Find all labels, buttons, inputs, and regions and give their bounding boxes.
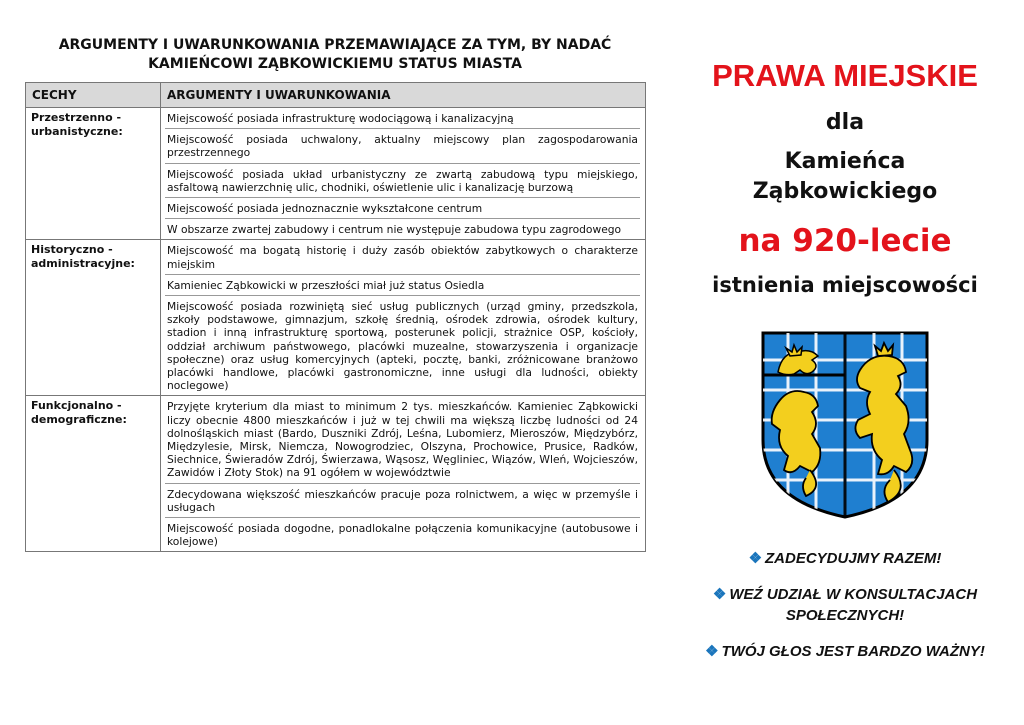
argument-item: Kamieniec Ząbkowicki w przeszłości miał już status Osiedla	[165, 275, 640, 296]
argument-item: W obszarze zwartej zabudowy i centrum nie występuje zabudowa typu zagrodowego	[167, 223, 622, 237]
diamond-bullet-icon: ❖	[712, 586, 727, 603]
title-for: dla	[825, 110, 865, 135]
town-line-2: Ząbkowickiego	[752, 179, 938, 204]
title-city-rights: PRAWA MIEJSKIE	[712, 58, 978, 93]
table-row	[26, 240, 646, 396]
header-arguments: ARGUMENTY I UWARUNKOWANIA	[161, 83, 646, 108]
diamond-bullet-icon: ❖	[705, 643, 719, 660]
argument-item: Miejscowość posiada uchwalony, aktualny miejscowy plan zagospodarowania przestrzennego	[165, 129, 640, 163]
title-existence: istnienia miejscowości	[712, 273, 978, 297]
arguments-cell	[161, 108, 646, 240]
argument-item: Miejscowość posiada jednoznacznie wykształcone centrum	[165, 198, 640, 219]
category-cell: Historyczno - administracyjne:	[26, 240, 161, 396]
argument-item: Miejscowość posiada infrastrukturę wodociągową i kanalizacyjną	[165, 108, 640, 129]
argument-item: Przyjęte kryterium dla miast to minimum 2 tys. mieszkańców. Kamieniec Ząbkowicki liczy obecnie 4800 mieszkańców i już w tej chwili ma większą liczbę ludności od 24 dolnośląskich miast (Bardo, Duszniki Zdrój, Leśna, Lubomierz, Mieroszów, Międzybórz, Międzylesie, Mirsk, Niemcza, Nowogrodziec, Olszyna, Prochowice, Prusice, Radków, Siechnice, Świeradów Zdrój, Świerzawa, Wąsosz, Węgliniec, Wiązów, Wleń, Wojcieszów, Zawidów i Złoty Stok) na 91 ogółem w województwie	[165, 396, 640, 483]
category-cell: Przestrzenno - urbanistyczne:	[26, 108, 161, 240]
table-row	[26, 396, 646, 552]
arguments-section	[25, 36, 645, 552]
category-cell: Funkcjonalno - demograficzne:	[26, 396, 161, 552]
coat-of-arms-icon	[760, 330, 930, 520]
slogan-text: TWÓJ GŁOS JEST BARDZO WAŻNY!	[721, 643, 985, 660]
arguments-heading	[25, 36, 645, 74]
town-line-1: Kamieńca	[784, 149, 906, 174]
argument-item: Zdecydowana większość mieszkańców pracuje poza rolnictwem, a więc w przemyśle i usługach	[165, 484, 640, 518]
slogan-consultations	[690, 584, 1000, 626]
slogan-decide-together	[690, 548, 1000, 569]
heading-line-2: KAMIEŃCOWI ZĄBKOWICKIEMU STATUS MIASTA	[148, 56, 522, 72]
arguments-table	[25, 82, 646, 552]
diamond-bullet-icon: ❖	[748, 550, 763, 567]
argument-item: Miejscowość posiada dogodne, ponadlokalne połączenia komunikacyjne (autobusowe i kolejowe)	[167, 522, 638, 549]
arguments-cell	[161, 240, 646, 396]
slogan-text: ZADECYDUJMY RAZEM!	[765, 550, 942, 567]
argument-item: Miejscowość posiada rozwiniętą sieć usług publicznych (urząd gminy, przedszkola, szkoły podstawowe, gimnazjum, szkołę średnią, ośrodek zdrowia, ośrodek kultury, stadion i inną infrastrukturę sportową, posterunek policji, strażnice OSP, kościoły, oddział archiwum państwowego, placówki muzealne, stowarzyszenia i organizacje społeczne) oraz usług komercyjnych (apteki, pocztę, banki, zróżnicowane branżowo placówki handlowe, placówki gastronomiczne, inne usługi dla ludności, obiekty noclegowe)	[167, 300, 638, 393]
slogan-text: WEŹ UDZIAŁ W KONSULTACJACH SPOŁECZNYCH!	[729, 586, 978, 624]
title-section	[680, 50, 1010, 297]
argument-item: Miejscowość posiada układ urbanistyczny ze zwartą zabudową typu miejskiego, asfaltową nawierzchnię ulic, chodniki, oświetlenie ulic i kanalizację burzową	[165, 164, 640, 198]
slogan-your-voice	[690, 641, 1000, 662]
argument-item: Miejscowość ma bogatą historię i duży zasób obiektów zabytkowych o charakterze miejskim	[165, 240, 640, 274]
table-header-row	[26, 83, 646, 108]
table-row	[26, 108, 646, 240]
header-features: CECHY	[26, 83, 161, 108]
slogans	[690, 548, 1000, 677]
title-anniversary: na 920-lecie	[738, 223, 952, 259]
heading-line-1: ARGUMENTY I UWARUNKOWANIA PRZEMAWIAJĄCE ZA TYM, BY NADAĆ	[58, 37, 612, 53]
table-body	[26, 108, 646, 552]
arguments-cell	[161, 396, 646, 552]
title-town	[680, 147, 1010, 207]
